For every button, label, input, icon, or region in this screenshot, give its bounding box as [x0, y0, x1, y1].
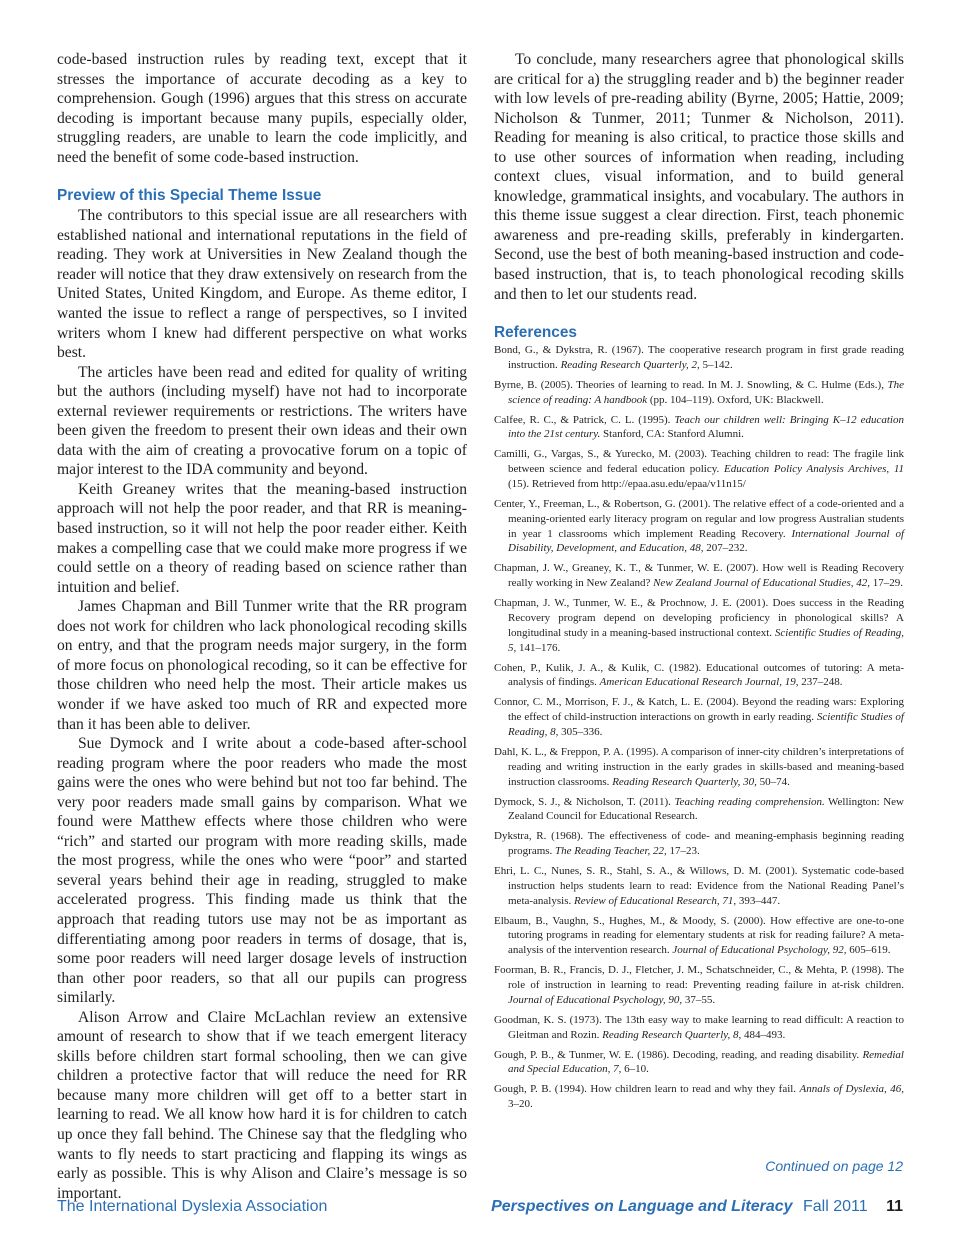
- references-heading: References: [494, 324, 577, 342]
- footer-masthead: [491, 1198, 903, 1216]
- body-paragraph: James Chapman and Bill Tunmer write that the RR program does not work for children who lack phonological recoding skills on entry, and that the program needs major surgery, in the form of more focus on phonological recoding, so it can be effective for those children who need help the most. Their article makes us wonder if we have asked too much of RR and expected more than it has been able to deliver.: [57, 598, 467, 733]
- preview-heading: Preview of this Special Theme Issue: [57, 187, 322, 205]
- reference-entry: Foorman, B. R., Francis, D. J., Fletcher, J. M., Schatschneider, C., & Mehta, P. (1998). The role of instruction in learning to read: Preventing reading failure in at-risk children. Journal of Educational Psychology, 90, 37–55.: [494, 964, 904, 1006]
- reference-entry: Gough, P. B. (1994). How children learn to read and why they fail. Annals of Dyslexia, 46, 3–20.: [494, 1083, 904, 1111]
- reference-entry: Chapman, J. W., Greaney, K. T., & Tunmer, W. E. (2007). How well is Reading Recovery really working in New Zealand? New Zealand Journal of Educational Studies, 42, 17–29.: [494, 562, 904, 590]
- reference-entry: Center, Y., Freeman, L., & Robertson, G. (2001). The relative effect of a code-oriented and a meaning-oriented early literacy program on regular and low progress Australian students in year 1 classrooms which implement Reading Recovery. International Journal of Disability, Development, and Education, 48, 207–232.: [494, 498, 905, 555]
- body-paragraph: The contributors to this special issue are all researchers with established national and international reputations in the field of reading. They work at Universities in New Zealand though the reader will notice that they draw extensively on research from the United States, United Kingdom, and Europe. As theme editor, I wanted the issue to reflect a range of perspectives, so I invited writers whom I knew had different perspective on what works best.: [57, 207, 467, 362]
- conclusion-paragraph: To conclude, many researchers agree that phonological skills are critical for a) the struggling reader and b) the beginner reader with low levels of pre-reading ability (Byrne, 2005; Hattie, 2009; Nicholson & Tunmer, 2011; Tunmer & Nicholson, 2011). Reading for meaning is also critical, to practice those skills and to use other sources of information when reading, including context clues, visual information, and to build general knowledge, grammatical insights, and vocabulary. The authors in this theme issue suggest a clear direction. First, teach phonemic awareness and pre-reading skills, preferably in kindergarten. Second, use the best of both meaning-based instruction and code-based instruction, that is, to teach phonological recoding skills and then to let our students read.: [494, 51, 904, 303]
- reference-entry: Elbaum, B., Vaughn, S., Hughes, M., & Moody, S. (2000). How effective are one-to-one tutoring programs in reading for elementary students at risk for reading failure? A meta-analysis of the intervention research. Journal of Educational Psychology, 92, 605–619.: [494, 914, 904, 957]
- body-paragraph: The articles have been read and edited for quality of writing but the authors (including myself) have not had to incorporate external reviewer requirements or restrictions. The writers have been given the freedom to present their own ideas and their own data with the aim of creating a provocative forum on a topic of major interest to the IDA community and beyond.: [57, 363, 467, 479]
- reference-entry: Calfee, R. C., & Patrick, C. L. (1995). Teach our children well: Bringing K–12 education into the 21st century. Stanford, CA: Stanford Alumni.: [494, 413, 904, 441]
- reference-entry: Chapman, J. W., Tunmer, W. E., & Prochnow, J. E. (2001). Does success in the Reading Recovery program depend on developing proficiency in phonological skills? A longitudinal study in a meaning-based instructional context. Scientific Studies of Reading, 5, 141–176.: [494, 597, 904, 654]
- reference-entry: Connor, C. M., Morrison, F. J., & Katch, L. E. (2004). Beyond the reading wars: Exploring the effect of child-instruction interactions on growth in early reading. Scientific Studies of Reading, 8, 305–336.: [494, 696, 904, 738]
- reference-entry: Dahl, K. L., & Freppon, P. A. (1995). A comparison of inner-city children’s interpretations of reading and writing instruction in the early grades in skills-based and meaning-based instruction classrooms. Reading Research Quarterly, 30, 50–74.: [494, 745, 904, 788]
- left-column: [57, 50, 467, 1203]
- page-number: 11: [886, 1198, 903, 1215]
- reference-entry: Gough, P. B., & Tunmer, W. E. (1986). Decoding, reading, and reading disability. Remedial and Special Education, 7, 6–10.: [494, 1048, 904, 1076]
- body-paragraph: Keith Greaney writes that the meaning-based instruction approach will not help the poor reader, and that RR is meaning-based instruction, so it will not help the poor reader either. Keith makes a compelling case that we could make more progress if we could settle on a theory of reading based on science rather than intuition and belief.: [57, 480, 467, 596]
- footer-journal: Perspectives on Language and Literacy: [491, 1198, 793, 1215]
- reference-entry: Byrne, B. (2005). Theories of learning to read. In M. J. Snowling, & C. Hulme (Eds.), The science of reading: A handbook (pp. 104–119). Oxford, UK: Blackwell.: [494, 378, 904, 406]
- reference-entry: Dymock, S. J., & Nicholson, T. (2011). Teaching reading comprehension. Wellington: New Zealand Council for Educational Research.: [494, 795, 904, 823]
- body-paragraph: Alison Arrow and Claire McLachlan review an extensive amount of research to show that if we teach emergent literacy skills before children start formal schooling, then we can give children a protective factor that will reduce the need for RR because many more children will get off to a better start in learning to read. We all know how hard it is for children to catch up once they fall behind. The Chinese say that the fledgling who wants to fly needs to start practicing and flapping its wings as early as possible. This is why Alison and Claire’s message is so important.: [57, 1008, 467, 1202]
- continued-note: Continued on page 12: [765, 1158, 903, 1174]
- reference-entry: Ehri, L. C., Nunes, S. R., Stahl, S. A., & Willows, D. M. (2001). Systematic code-based instruction helps students learn to read: Evidence from the National Reading Panel’s meta-analysis. Review of Educational Research, 71, 393–447.: [494, 865, 904, 907]
- right-column: [494, 50, 904, 1117]
- references-list: [494, 343, 904, 1112]
- reference-entry: Bond, G., & Dykstra, R. (1967). The cooperative research program in first grade reading instruction. Reading Research Quarterly, 2, 5–142.: [494, 344, 904, 371]
- reference-entry: Goodman, K. S. (1973). The 13th easy way to make learning to read difficult: A reaction to Gleitman and Rozin. Reading Research Quarterly, 8, 484–493.: [494, 1013, 904, 1041]
- reference-entry: Cohen, P., Kulik, J. A., & Kulik, C. (1982). Educational outcomes of tutoring: A meta-analysis of findings. American Educational Research Journal, 19, 237–248.: [494, 661, 904, 689]
- body-paragraph: Sue Dymock and I write about a code-based after-school reading program where the poor readers who made the most gains were the ones who were behind but not too far behind. The very poor readers made small gains by comparison. What we found were Matthew effects where those children who were “rich” and started our program with more reading skills, made the most progress, while the ones who were “poor” and started several years behind their age in reading, struggled to make accelerated progress. This finding made us think that the approach that reading tutors use may not be as important as differentiating among poor readers in terms of dosage, that is, some poor readers will need larger dosage levels of instruction than other poor readers, so that all our pupils can progress similarly.: [57, 735, 467, 1007]
- intro-paragraph: code-based instruction rules by reading text, except that it stresses the importance of accurate decoding as a key to comprehension. Gough (1996) argues that this stress on accurate decoding is important because many pupils, especially older, struggling readers, are unable to learn the code implicitly, and need the benefit of some code-based instruction.: [57, 51, 467, 166]
- footer-issue: Fall 2011: [802, 1198, 868, 1215]
- footer-organization: The International Dyslexia Association: [57, 1198, 328, 1215]
- reference-entry: Dykstra, R. (1968). The effectiveness of code- and meaning-emphasis beginning reading programs. The Reading Teacher, 22, 17–23.: [494, 830, 904, 858]
- reference-entry: Camilli, G., Vargas, S., & Yurecko, M. (2003). Teaching children to read: The fragile link between science and federal education policy. Education Policy Analysis Archives, 11 (15). Retrieved from http://epaa.asu.edu/epaa/v11n15/: [494, 448, 904, 491]
